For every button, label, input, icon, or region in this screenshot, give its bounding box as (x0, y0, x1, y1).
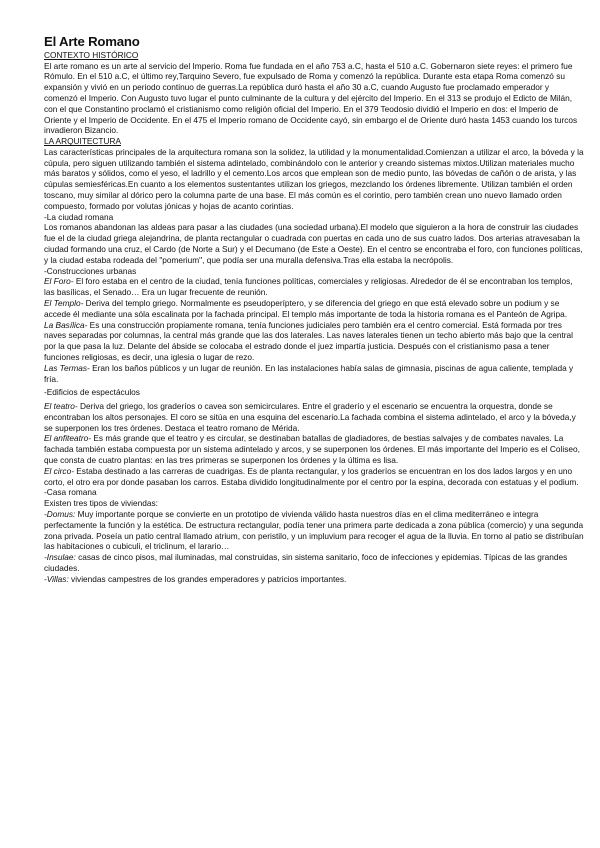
term-circo: El circo- (44, 465, 74, 476)
term-termas: Las Termas- (44, 362, 90, 373)
paragraph-casa-intro: Existen tres tipos de viviendas: (44, 498, 158, 509)
heading-arquitectura: LA ARQUITECTURA (44, 136, 121, 147)
subheading-ciudad-romana: -La ciudad romana (44, 211, 114, 222)
paragraph-villas (44, 574, 585, 585)
text-basilica: Es una construcción propiamente romana, tenía funciones judiciales pero también era el centro comercial. Está formada por tres naves separadas por columnas, la central más grande que las dos laterales. Las naves laterales tienen un techo abierto más bajo que la central por la que pasa la luz. Delante del ábside se colocaba el estrado donde el juez impartía justicia. Después con el cristianismo pasa a tener funciones religiosas, es decir, una iglesia o lugar de rezo. (44, 319, 574, 362)
paragraph-templo (44, 298, 585, 320)
paragraph-insulae (44, 552, 585, 574)
subheading-espectaculos: -Edificios de espectáculos (44, 387, 140, 398)
term-insulae: -Insulae: (44, 552, 76, 563)
text-insulae: casas de cinco pisos, mal iluminadas, mal construidas, sin sistema sanitario, foco de infecciones y epidemias. Típicas de las grandes ciudades. (44, 552, 568, 574)
text-termas: Eran los baños públicos y un lugar de reunión. En las instalaciones había salas de gimnasia, piscinas de agua caliente, templada y fría. (44, 362, 574, 384)
paragraph-ciudad: Los romanos abandonan las aldeas para pasar a las ciudades (una sociedad urbana).El modelo que siguieron a la hora de construir las ciudades fue el de la ciudad griega alejandrina, de planta rectangular o cuadrada con puertas en cada uno de sus cuatro lados. Dos arterias atravesaban la ciudad formando una cruz, el Cardo (de Norte a Sur) y el Decumano (de Este a Oeste). En el centro se encontraba el foro, con funciones políticas, y la ciudad estaba rodeada del "pomerium", que podía ser una muralla defensiva.Tras ella estaba la necrópolis. (44, 222, 583, 265)
document-title: El Arte Romano (44, 34, 140, 49)
term-teatro: El teatro- (44, 401, 78, 412)
paragraph-domus (44, 509, 585, 552)
term-villas: -Villas: (44, 573, 69, 584)
paragraph-basilica (44, 320, 585, 363)
text-circo: Estaba destinado a las carreras de cuadrigas. Es de planta rectangular, y los graderíos se encuentran en los dos lados largos y en uno corto, el otro era por donde pasaban los carros. Estaba dividido longitudinalmente por el centro por la espina, decorada con estatuas y el podium. (44, 465, 579, 487)
term-templo: El Templo- (44, 297, 84, 308)
paragraph-foro (44, 276, 585, 298)
term-anfiteatro: El anfiteatro- (44, 433, 92, 444)
paragraph-arquitectura: Las características principales de la arquitectura romana son la solidez, la utilidad y la monumentalidad.Comienzan a utilizar el arco, la bóveda y la cúpula, pero siguen utilizando también el sistema adintelado, combinándolo con le anterior y creando sistemas mixtos.Utilizan materiales mucho más baratos y sólidos, como el yeso, el ladrillo y el cemento.Los arcos que emplean son de medio punto, las bóvedas de cañón o de arista, y las cúpulas semiesféricas.En cuanto a los elementos sustentantes utilizan los griegos, mezclando los órdenes libremente. Utilizan también el orden toscano, muy similar al dórico pero la columna parte de una base. El más común es el corintio, pero también crean uno nuevo llamado orden compuesto, formado por volutas jónicas y hojas de acanto corintias. (44, 146, 584, 211)
term-foro: El Foro- (44, 276, 74, 287)
text-foro: El foro estaba en el centro de la ciudad, tenía funciones políticas, comerciales y religiosas. Alrededor de él se encontraban los templos, las basílicas, el Senado… Era un lugar frecuente de reunión. (44, 276, 573, 298)
paragraph-termas (44, 363, 585, 385)
text-anfiteatro: Es más grande que el teatro y es circular, se destinaban batallas de gladiadores, de bestias salvajes y de combates navales. La fachada también estaba compuesta por un sistema adintelado y arcos, y se superponen los órdenes. El más importante del Imperio es el Coliseo, que consta de cuatro plantas: en las tres primeras se superponen los órdenes y la última es lisa. (44, 433, 580, 466)
text-villas: viviendas campestres de los grandes emperadores y patricios importantes. (68, 573, 347, 584)
term-domus: -Domus: (44, 509, 76, 520)
text-teatro: Deriva del griego, los graderíos o cavea son semicirculares. Entre el graderío y el escenario se encuentra la orquestra, donde se encontraban los altos personajes. El coro se sitúa en una esquina del escenario.La fachada combina el sistema adintelado, el arco y la bóveda,y se superponen los tres órdenes. Destaca el teatro romano de Mérida. (44, 401, 576, 433)
paragraph-anfiteatro (44, 433, 585, 465)
subheading-construcciones-urbanas: -Construcciones urbanas (44, 265, 137, 276)
document-page (44, 34, 585, 585)
text-domus: Muy importante porque se convierte en un prototipo de vivienda válido hasta nuestros días en el clima mediterráneo e integra perfectamente la función y la estética. De estructura rectangular, podía tener una primera parte dedicada a zona pública (comercio) y una segunda zona privada. Poseía un patio central llamado atrium, con peristilo, y un impluvium para recoger el agua de la lluvia. En torno al patio se distribuían las habitaciones o cubiculi, el triclinum, el larario… (44, 509, 584, 552)
heading-contexto-historico: CONTEXTO HISTÓRICO (44, 50, 139, 60)
paragraph-teatro (44, 401, 585, 433)
subheading-casa-romana: -Casa romana (44, 487, 97, 498)
paragraph-contexto: El arte romano es un arte al servicio del Imperio. Roma fue fundada en el año 753 a.C, hasta el 510 a.C. Gobernaron siete reyes: el primero fue Rómulo. En el 510 a.C, el último rey,Tarquino Severo, fue expulsado de Roma y comenzó la república. Durante esta etapa Roma comenzó su expansión y vivió en un periodo continuo de guerras.La república duró hasta el año 30 a.C, cuando Augusto fue proclamado emperador y comenzó el Imperio. Con Augusto tuvo lugar el punto culminante de la cultura y del ejército del Imperio. En el 313 se produjo el Edicto de Milán, con el que Constantino proclamó el cristianismo como religión oficial del Imperio. En el 379 Teodosio dividió el Imperio en dos: el Imperio de Oriente y el Imperio de Occidente. En el 475 el Imperio romano de Occidente cayó, sin embargo el de Oriente duró hasta 1453 cuando los turcos invadieron Bizancio. (44, 60, 578, 136)
paragraph-circo (44, 466, 585, 488)
text-templo: Deriva del templo griego. Normalmente es pseudoperíptero, y se diferencia del griego en que está elevado sobre un podium y se accede él mediante una sóla escalinata por la fachada principal. El templo más importante de toda la historia romana es el Panteón de Agripa. (44, 297, 568, 319)
term-basilica: La Basílica- (44, 319, 88, 330)
